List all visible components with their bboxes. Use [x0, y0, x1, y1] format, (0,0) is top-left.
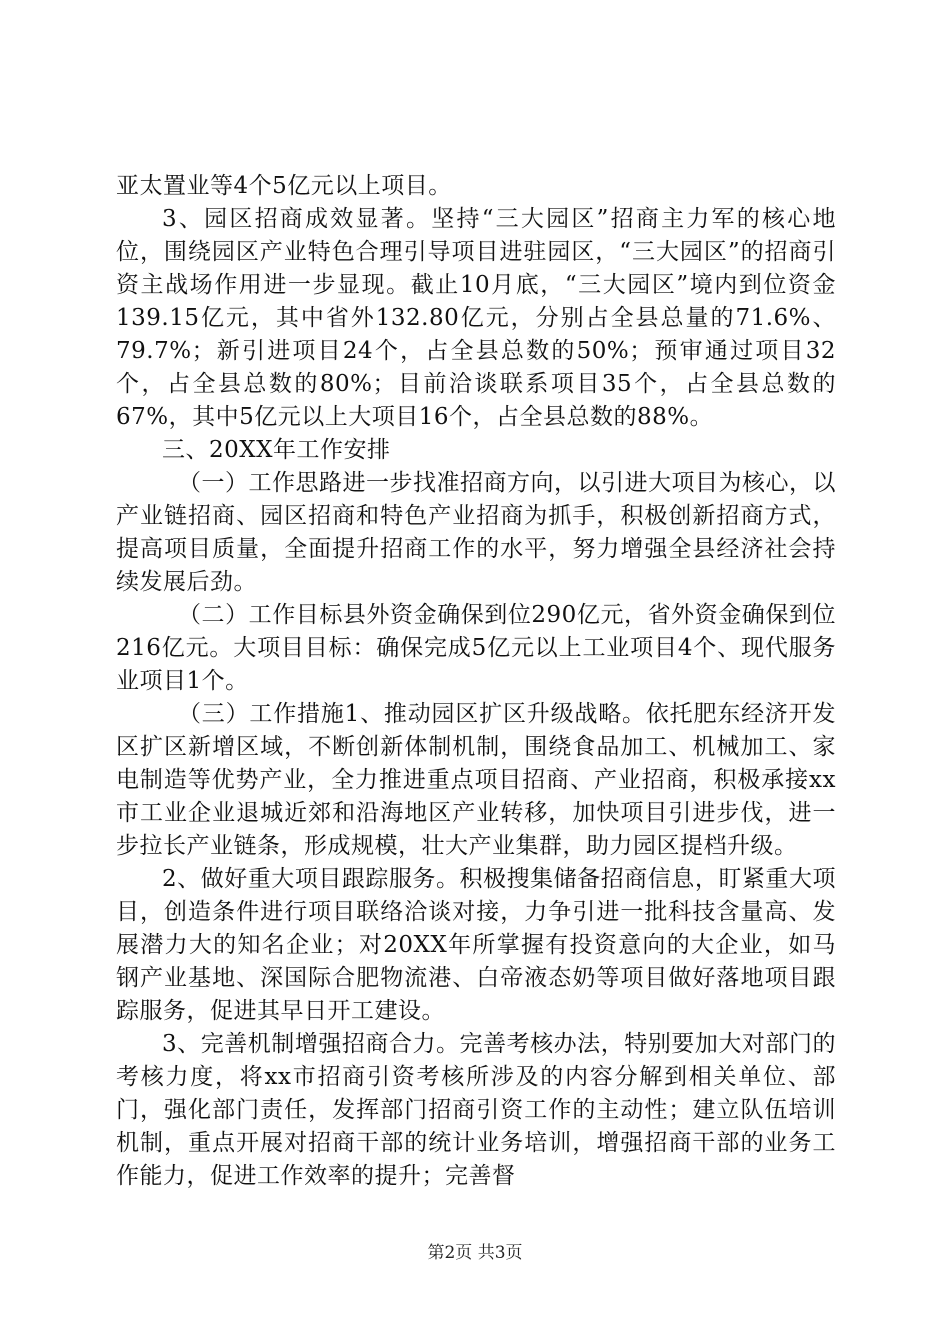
paragraph-major-project-service: 2、做好重大项目跟踪服务。积极搜集储备招商信息，盯紧重大项目，创造条件进行项目联络洽谈对接，力争引进一批科技含量高、发展潜力大的知名企业；对20XX年所掌握有投资意向的大企业，如马钢产业基地、深国际合肥物流港、白帝液态奶等项目做好落地项目跟踪服务，促进其早日开工建设。	[116, 866, 836, 1024]
paragraph-work-goals: （二）工作目标县外资金确保到位290亿元，省外资金确保到位216亿元。大项目目标：确保完成5亿元以上工业项目4个、现代服务业项目1个。	[116, 602, 836, 694]
document-body	[116, 170, 836, 1193]
paragraph-park-investment: 3、园区招商成效显著。坚持“三大园区”招商主力军的核心地位，围绕园区产业特色合理引导项目进驻园区，“三大园区”的招商引资主战场作用进一步显现。截止10月底，“三大园区”境内到位资金139.15亿元，其中省外132.80亿元，分别占全县总量的71.6%、79.7%；新引进项目24个，占全县总数的50%；预审通过项目32个，占全县总数的80%；目前洽谈联系项目35个，占全县总数的67%，其中5亿元以上大项目16个，占全县总数的88%。	[116, 206, 836, 430]
paragraph-mechanism-improvement: 3、完善机制增强招商合力。完善考核办法，特别要加大对部门的考核力度，将xx市招商引资考核所涉及的内容分解到相关单位、部门，强化部门责任，发挥部门招商引资工作的主动性；建立队伍培训机制，重点开展对招商干部的统计业务培训，增强招商干部的业务工作能力，促进工作效率的提升；完善督	[116, 1031, 836, 1189]
paragraph-work-approach: （一）工作思路进一步找准招商方向，以引进大项目为核心，以产业链招商、园区招商和特色产业招商为抓手，积极创新招商方式，提高项目质量，全面提升招商工作的水平，努力增强全县经济社会持续发展后劲。	[116, 470, 836, 595]
paragraph-continuation: 亚太置业等4个5亿元以上项目。	[116, 173, 452, 199]
page-number-footer: 第2页 共3页	[427, 1243, 523, 1263]
paragraph-work-measures: （三）工作措施1、推动园区扩区升级战略。依托肥东经济开发区扩区新增区域，不断创新体制机制，围绕食品加工、机械加工、家电制造等优势产业，全力推进重点项目招商、产业招商，积极承接xx市工业企业退城近郊和沿海地区产业转移，加快项目引进步伐，进一步拉长产业链条，形成规模，壮大产业集群，助力园区提档升级。	[116, 701, 836, 859]
section-heading-work-plan: 三、20XX年工作安排	[162, 437, 391, 463]
